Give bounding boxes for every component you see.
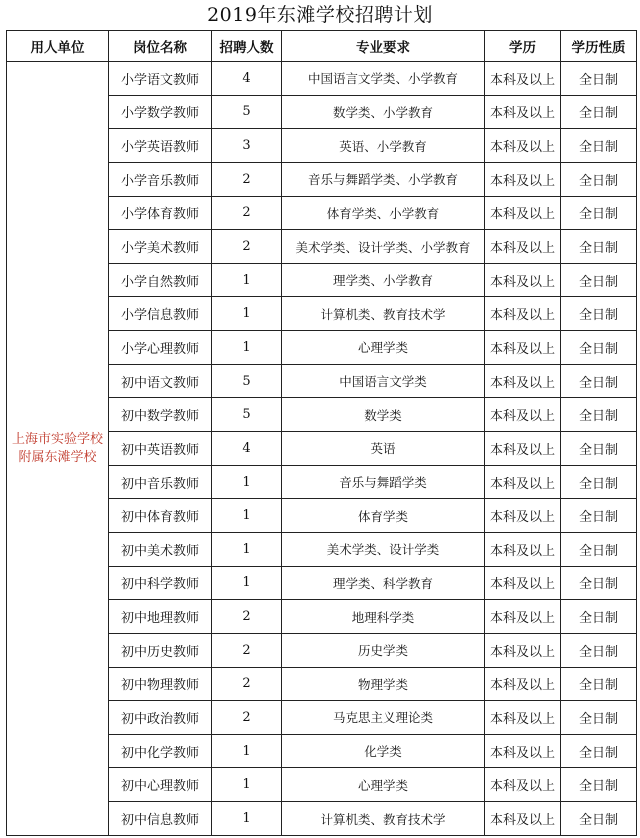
position-cell: 初中音乐教师 [109,465,212,499]
degree-cell: 本科及以上 [485,196,561,230]
position-cell: 小学音乐教师 [109,162,212,196]
count-cell: 5 [212,95,282,129]
major-cell: 数学类、小学教育 [282,95,485,129]
table-header-row [7,31,637,62]
position-cell: 初中信息教师 [109,802,212,836]
position-cell: 初中化学教师 [109,734,212,768]
header-major: 专业要求 [282,31,485,62]
position-cell: 初中数学教师 [109,398,212,432]
count-cell: 2 [212,701,282,735]
table-row [7,62,637,96]
degree-nature-cell: 全日制 [561,566,637,600]
degree-cell: 本科及以上 [485,600,561,634]
degree-nature-cell: 全日制 [561,263,637,297]
degree-cell: 本科及以上 [485,768,561,802]
degree-nature-cell: 全日制 [561,162,637,196]
count-cell: 1 [212,297,282,331]
position-cell: 初中地理教师 [109,600,212,634]
major-cell: 音乐与舞蹈学类、小学教育 [282,162,485,196]
degree-nature-cell: 全日制 [561,398,637,432]
count-cell: 2 [212,633,282,667]
table-body [7,62,637,836]
degree-nature-cell: 全日制 [561,432,637,466]
header-position: 岗位名称 [109,31,212,62]
major-cell: 数学类 [282,398,485,432]
degree-cell: 本科及以上 [485,263,561,297]
position-cell: 小学信息教师 [109,297,212,331]
major-cell: 理学类、科学教育 [282,566,485,600]
major-cell: 美术学类、设计学类 [282,532,485,566]
position-cell: 初中科学教师 [109,566,212,600]
degree-cell: 本科及以上 [485,802,561,836]
degree-nature-cell: 全日制 [561,701,637,735]
degree-cell: 本科及以上 [485,633,561,667]
degree-nature-cell: 全日制 [561,95,637,129]
count-cell: 5 [212,364,282,398]
position-cell: 小学心理教师 [109,331,212,365]
count-cell: 1 [212,263,282,297]
count-cell: 3 [212,129,282,163]
degree-cell: 本科及以上 [485,734,561,768]
degree-nature-cell: 全日制 [561,196,637,230]
degree-nature-cell: 全日制 [561,667,637,701]
major-cell: 英语 [282,432,485,466]
degree-nature-cell: 全日制 [561,532,637,566]
count-cell: 2 [212,600,282,634]
major-cell: 体育学类 [282,499,485,533]
degree-nature-cell: 全日制 [561,768,637,802]
degree-cell: 本科及以上 [485,566,561,600]
degree-nature-cell: 全日制 [561,331,637,365]
degree-cell: 本科及以上 [485,297,561,331]
count-cell: 1 [212,802,282,836]
degree-nature-cell: 全日制 [561,62,637,96]
degree-nature-cell: 全日制 [561,734,637,768]
position-cell: 初中心理教师 [109,768,212,802]
degree-cell: 本科及以上 [485,95,561,129]
degree-nature-cell: 全日制 [561,499,637,533]
major-cell: 计算机类、教育技术学 [282,802,485,836]
count-cell: 2 [212,667,282,701]
header-employer: 用人单位 [7,31,109,62]
major-cell: 英语、小学教育 [282,129,485,163]
degree-cell: 本科及以上 [485,364,561,398]
major-cell: 计算机类、教育技术学 [282,297,485,331]
page-title: 2019年东滩学校招聘计划 [207,4,433,26]
count-cell: 1 [212,566,282,600]
position-cell: 初中英语教师 [109,432,212,466]
position-cell: 初中体育教师 [109,499,212,533]
count-cell: 2 [212,162,282,196]
degree-nature-cell: 全日制 [561,600,637,634]
position-cell: 小学自然教师 [109,263,212,297]
degree-cell: 本科及以上 [485,465,561,499]
major-cell: 中国语言文学类、小学教育 [282,62,485,96]
employer-cell: 上海市实验学校附属东滩学校 [7,62,109,836]
position-cell: 小学体育教师 [109,196,212,230]
count-cell: 1 [212,331,282,365]
position-cell: 小学数学教师 [109,95,212,129]
recruitment-table [6,30,637,836]
major-cell: 化学类 [282,734,485,768]
count-cell: 1 [212,499,282,533]
major-cell: 心理学类 [282,768,485,802]
degree-cell: 本科及以上 [485,129,561,163]
count-cell: 4 [212,432,282,466]
count-cell: 2 [212,196,282,230]
count-cell: 1 [212,734,282,768]
degree-nature-cell: 全日制 [561,230,637,264]
degree-nature-cell: 全日制 [561,633,637,667]
major-cell: 美术学类、设计学类、小学教育 [282,230,485,264]
header-count: 招聘人数 [212,31,282,62]
position-cell: 初中物理教师 [109,667,212,701]
degree-nature-cell: 全日制 [561,297,637,331]
count-cell: 2 [212,230,282,264]
major-cell: 历史学类 [282,633,485,667]
degree-cell: 本科及以上 [485,499,561,533]
degree-cell: 本科及以上 [485,162,561,196]
count-cell: 5 [212,398,282,432]
degree-nature-cell: 全日制 [561,364,637,398]
degree-cell: 本科及以上 [485,432,561,466]
major-cell: 体育学类、小学教育 [282,196,485,230]
count-cell: 1 [212,465,282,499]
header-degree-nature: 学历性质 [561,31,637,62]
degree-cell: 本科及以上 [485,701,561,735]
position-cell: 初中语文教师 [109,364,212,398]
degree-cell: 本科及以上 [485,398,561,432]
degree-nature-cell: 全日制 [561,129,637,163]
degree-nature-cell: 全日制 [561,802,637,836]
major-cell: 物理学类 [282,667,485,701]
degree-cell: 本科及以上 [485,62,561,96]
position-cell: 小学美术教师 [109,230,212,264]
count-cell: 1 [212,532,282,566]
major-cell: 理学类、小学教育 [282,263,485,297]
major-cell: 中国语言文学类 [282,364,485,398]
position-cell: 小学英语教师 [109,129,212,163]
position-cell: 初中政治教师 [109,701,212,735]
major-cell: 音乐与舞蹈学类 [282,465,485,499]
degree-cell: 本科及以上 [485,667,561,701]
count-cell: 4 [212,62,282,96]
degree-cell: 本科及以上 [485,331,561,365]
position-cell: 初中美术教师 [109,532,212,566]
position-cell: 小学语文教师 [109,62,212,96]
count-cell: 1 [212,768,282,802]
major-cell: 心理学类 [282,331,485,365]
major-cell: 马克思主义理论类 [282,701,485,735]
position-cell: 初中历史教师 [109,633,212,667]
degree-nature-cell: 全日制 [561,465,637,499]
degree-cell: 本科及以上 [485,230,561,264]
major-cell: 地理科学类 [282,600,485,634]
header-degree: 学历 [485,31,561,62]
degree-cell: 本科及以上 [485,532,561,566]
